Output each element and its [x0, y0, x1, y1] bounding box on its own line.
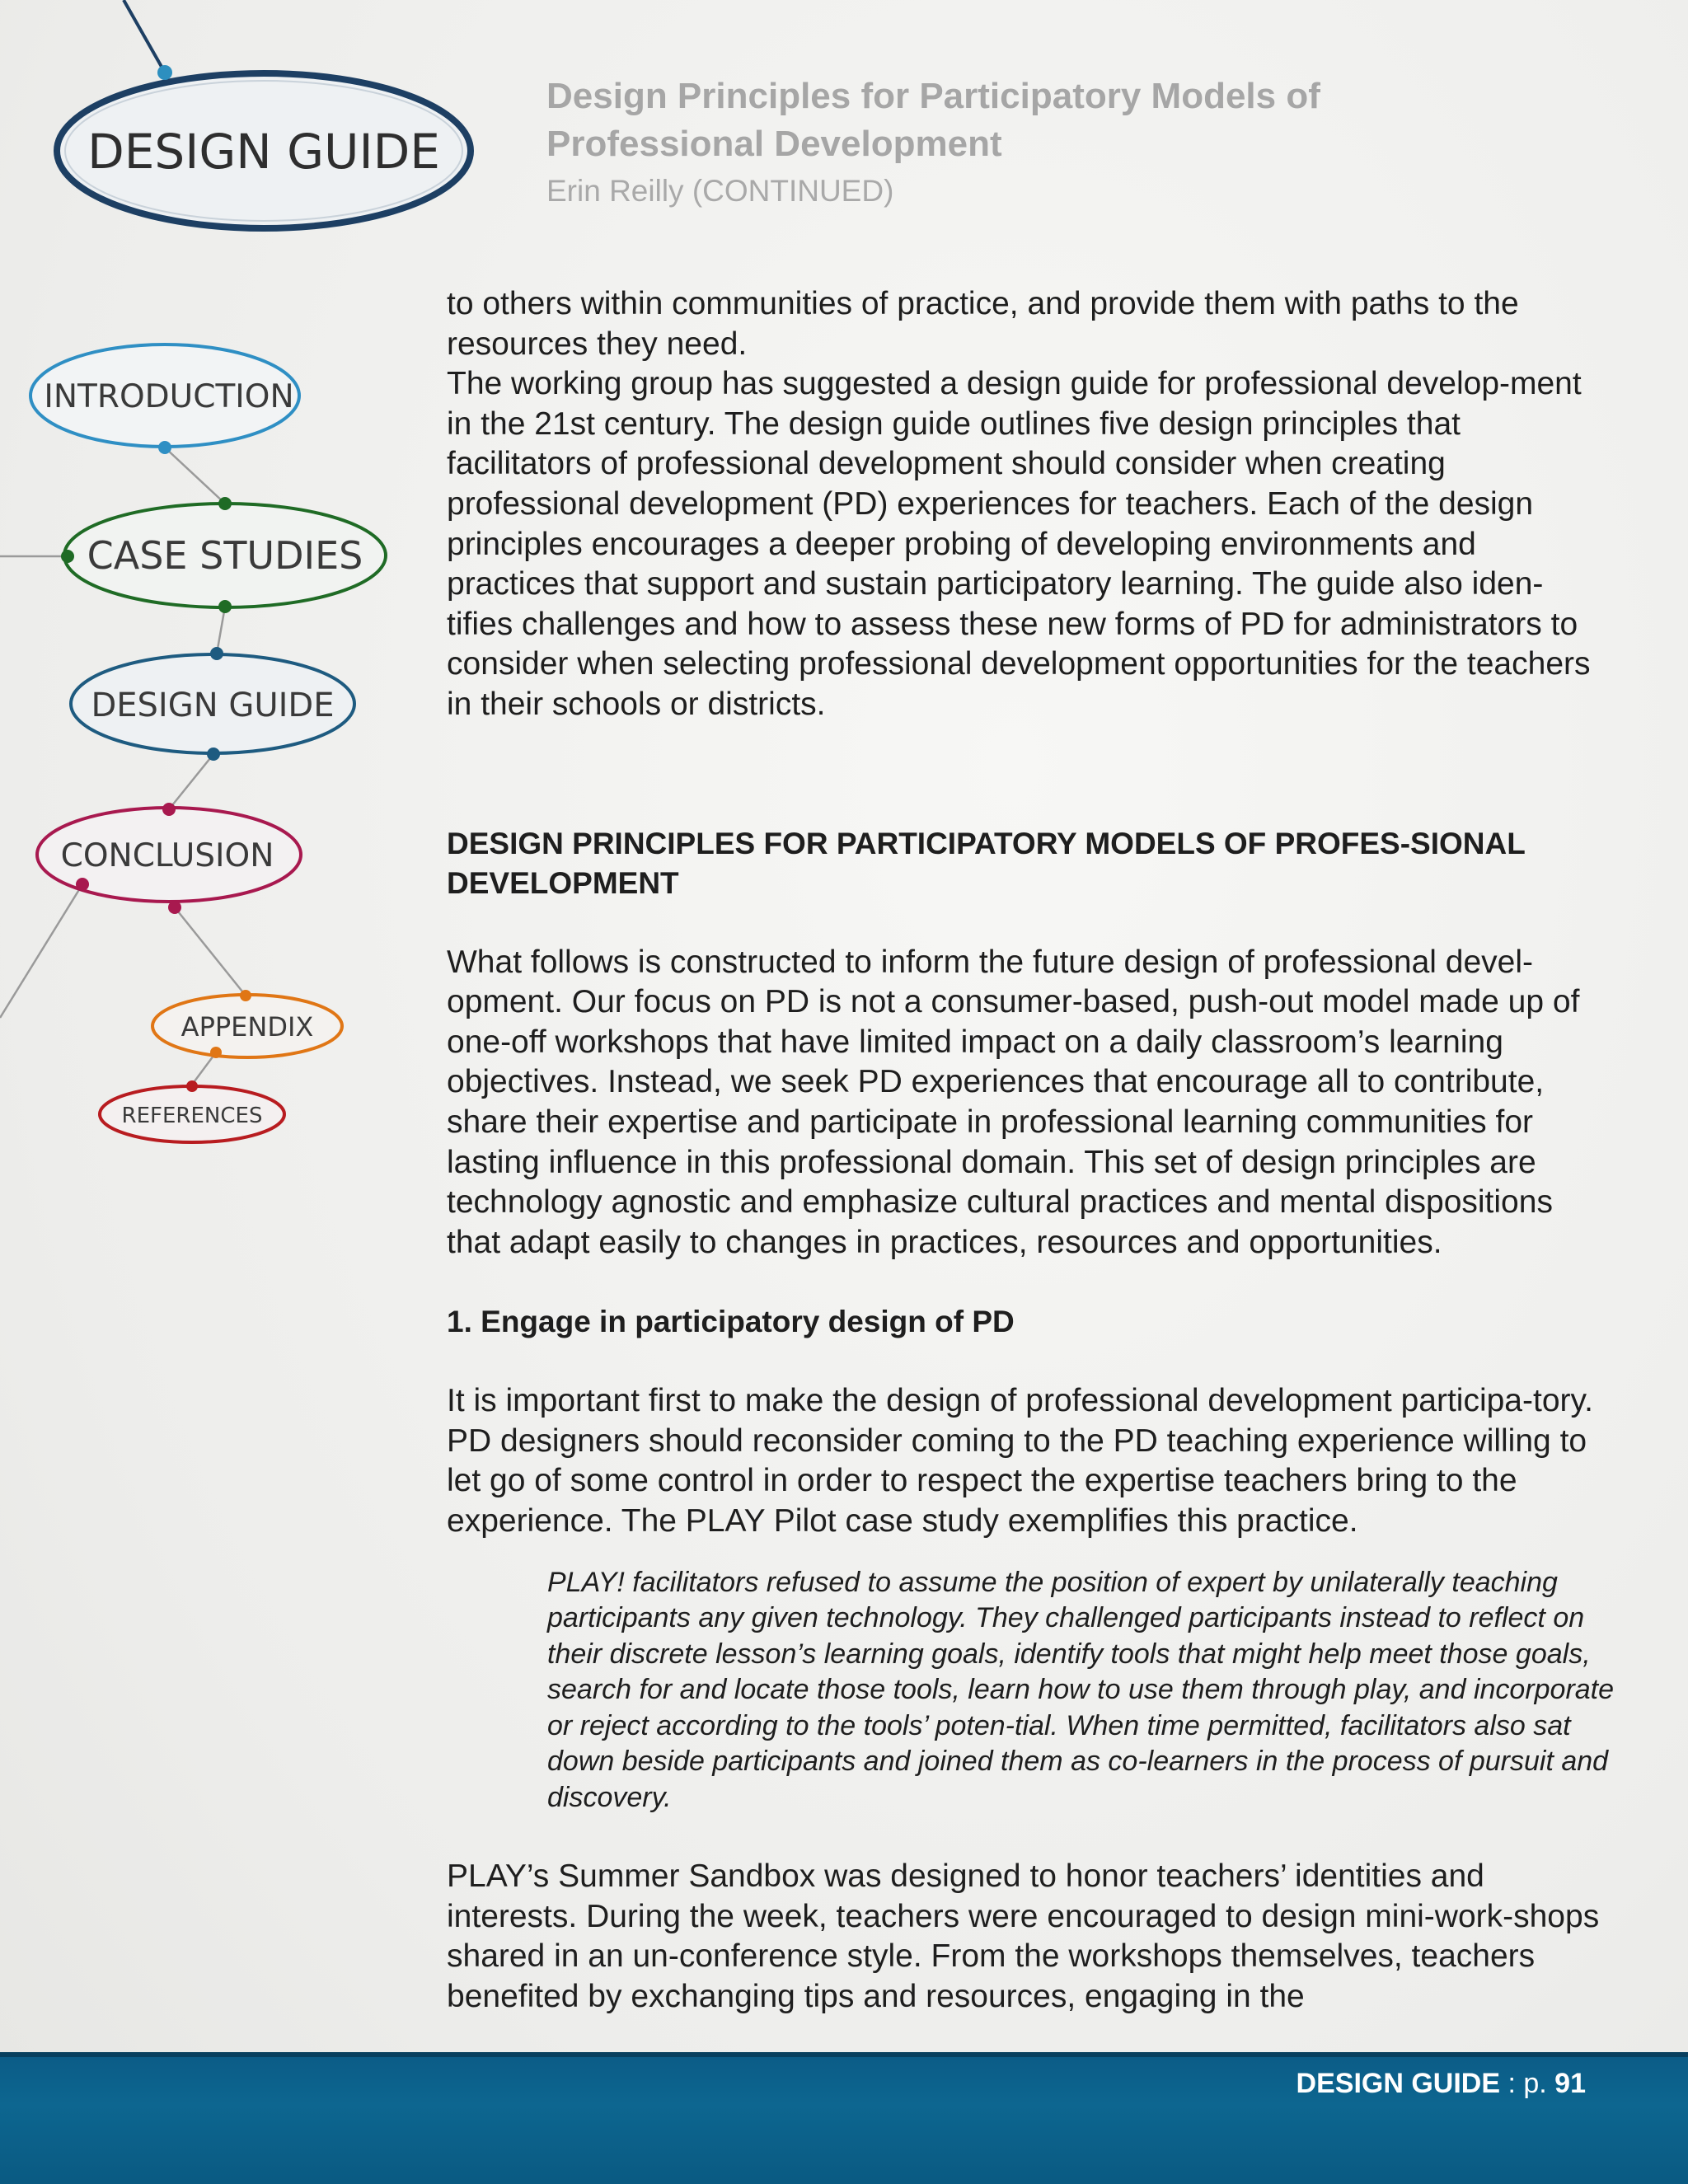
nav-node	[168, 901, 181, 914]
paragraph: The working group has suggested a design guide for professional develop-ment in the 21st century. The design guide outlines five design principles that facilitators of professional development should consider when creating professional development (PD) experiences for teachers. Each of the design principles encourages a deeper probing of developing environments and practices that support and sustain participatory learning. The guide also iden-tifies challenges and how to assess these new forms of PD for administrators to consider when selecting professional development opportunities for the teachers in their schools or districts.	[447, 366, 1591, 722]
nav-item-references[interactable]	[100, 1080, 284, 1142]
nav-node	[210, 647, 223, 660]
paragraph: to others within communities of practice, and provide them with paths to the resources they need.	[447, 286, 1519, 362]
nav-label-appendix: APPENDIX	[181, 1011, 314, 1043]
nav-label-design-guide: DESIGN GUIDE	[91, 687, 335, 724]
badge-label: DESIGN GUIDE	[87, 124, 440, 180]
paragraph: What follows is constructed to inform the future design of professional devel-opment. Our focus on PD is not a consumer-based, push-out model made up of one-off workshops that have limited impact on a daily classroom’s learning objectives. Instead, we seek PD experiences that encourage all to contribute, share their expertise and participate in professional learning communities for lasting influence in this professional domain. This set of design principles are technology agnostic and emphasize cultural practices and mental dispositions that adapt easily to changes in practices, resources and opportunities.	[447, 944, 1580, 1260]
nav-label-case-studies: CASE STUDIES	[87, 533, 363, 578]
nav-label-conclusion: CONCLUSION	[60, 837, 274, 874]
footer-section: DESIGN GUIDE	[1296, 2068, 1501, 2099]
footer-separator: : p.	[1500, 2068, 1555, 2099]
subsection-heading: 1. Engage in participatory design of PD	[447, 1305, 1015, 1339]
nav-node	[240, 990, 251, 1001]
nav-node	[186, 1080, 198, 1092]
nav-item-conclusion[interactable]	[37, 803, 301, 914]
page-footer	[1296, 2067, 1586, 2100]
block-quote: PLAY! facilitators refused to assume the position of expert by unilaterally teaching participants any given technology. They challenged participants instead to reflect on their discrete lesson’s learning goals, identify tools that might help meet those goals, search for and locate those tools, learn how to use them through play, and incorporate or reject according to the tools’ poten-tial. When time permitted, facilitators also sat down beside participants and joined them as co-learners in the process of pursuit and discovery.	[547, 1566, 1615, 1813]
article-body	[447, 284, 1615, 2018]
nav-item-design-guide[interactable]	[71, 647, 354, 761]
nav-node	[210, 1047, 222, 1058]
nav-node	[158, 441, 171, 454]
paragraph: It is important first to make the design of professional development participa-tory. PD designers should reconsider coming to the PD teaching experience willing to let go of some control in order to respect the expertise teachers bring to the experience. The PLAY Pilot case study exemplifies this practice.	[447, 1383, 1593, 1540]
page-title: Design Principles for Participatory Models of Professional Development	[546, 76, 1320, 164]
nav-item-case-studies[interactable]	[61, 497, 386, 613]
page-header	[546, 73, 1618, 213]
nav-node	[162, 803, 176, 816]
nav-node	[76, 878, 89, 891]
spacer	[447, 1263, 1601, 1302]
section-heading: DESIGN PRINCIPLES FOR PARTICIPATORY MODELS OF PROFES-SIONAL DEVELOPMENT	[447, 826, 1526, 900]
spacer	[447, 1816, 1601, 1857]
nav-label-references: REFERENCES	[121, 1104, 263, 1128]
badge-node	[157, 65, 172, 80]
spacer	[447, 1542, 1601, 1565]
spacer	[447, 1342, 1601, 1381]
nav-node	[61, 550, 74, 563]
nav-node	[218, 497, 232, 510]
footer-edge	[0, 2052, 1688, 2057]
nav-node	[207, 748, 220, 761]
nav-item-introduction[interactable]	[30, 344, 299, 454]
nav-item-appendix[interactable]	[152, 990, 342, 1058]
paragraph: PLAY’s Summer Sandbox was designed to honor teachers’ identities and interests. During the week, teachers were encouraged to design mini-work-shops shared in an un-conference style. From the workshops themselves, teachers benefited by exchanging tips and resources, engaging in the	[447, 1858, 1600, 2014]
nav-node	[218, 600, 232, 613]
page-subtitle: Erin Reilly (CONTINUED)	[546, 174, 894, 208]
design-guide-badge	[57, 65, 471, 228]
page-number: 91	[1554, 2068, 1586, 2099]
spacer	[447, 725, 1601, 824]
section-nav-map	[0, 0, 495, 1170]
spacer	[447, 903, 1601, 943]
nav-label-introduction: INTRODUCTION	[44, 378, 294, 415]
